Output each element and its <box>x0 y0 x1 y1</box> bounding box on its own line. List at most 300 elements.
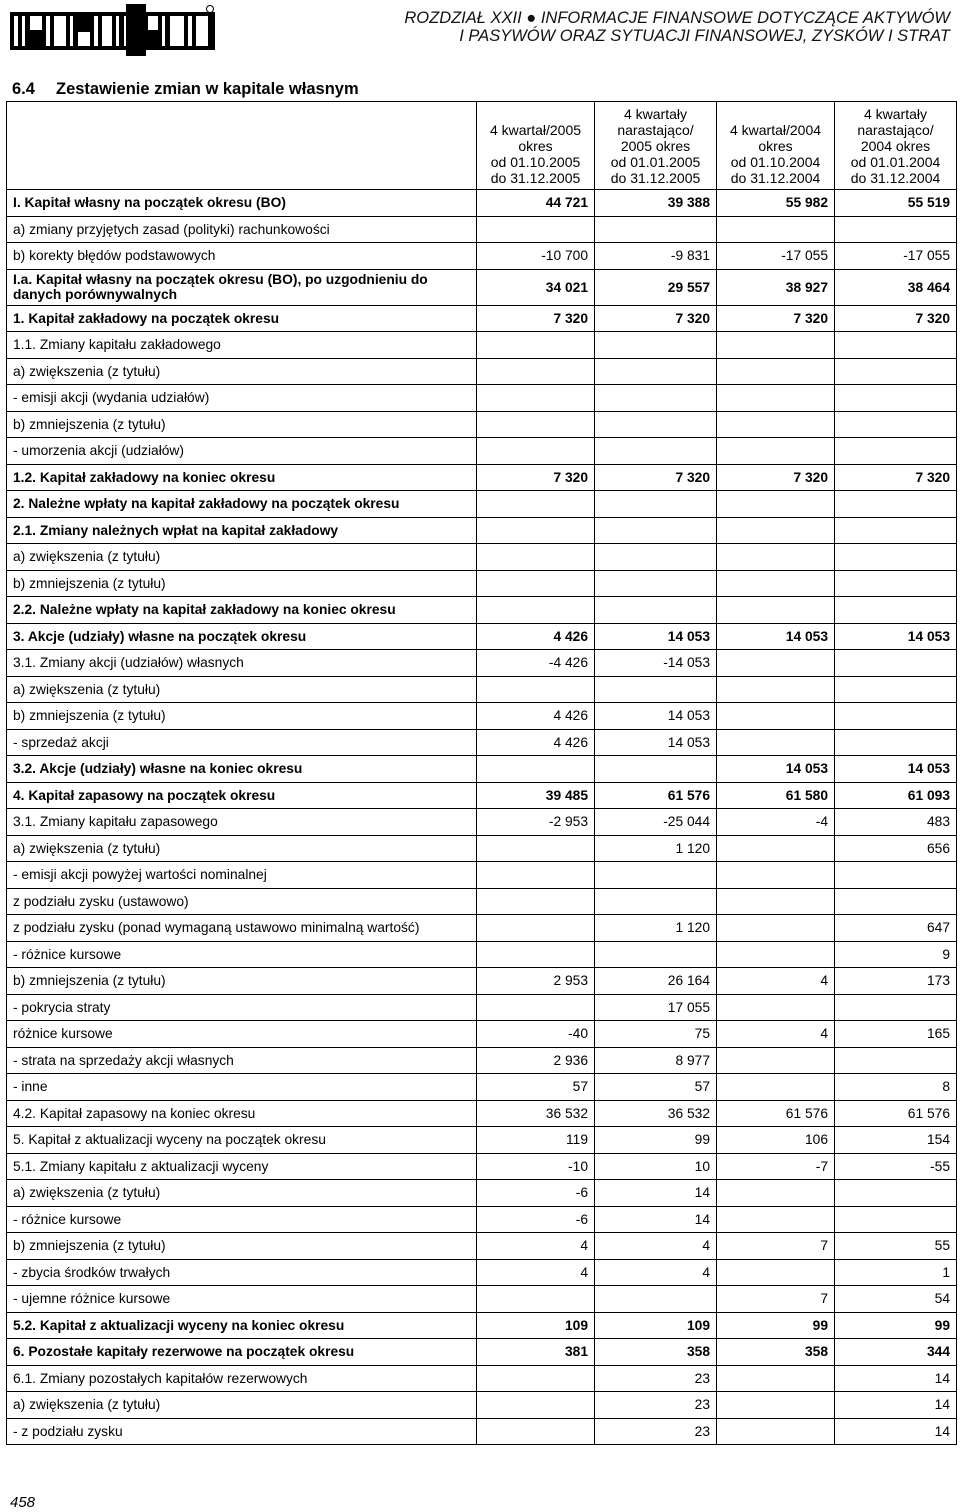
value-cell: 8 977 <box>595 1047 717 1074</box>
value-cell <box>477 570 595 597</box>
value-cell <box>477 756 595 783</box>
table-row <box>7 941 957 968</box>
value-cell: -2 953 <box>477 809 595 836</box>
value-cell: 109 <box>595 1312 717 1339</box>
value-cell: 358 <box>717 1339 835 1366</box>
value-cell <box>717 597 835 624</box>
value-cell: 26 164 <box>595 968 717 995</box>
table-row <box>7 332 957 359</box>
value-cell <box>835 491 957 518</box>
table-row <box>7 994 957 1021</box>
table-row <box>7 269 957 305</box>
value-cell: 14 <box>835 1418 957 1445</box>
row-label: 2. Należne wpłaty na kapitał zakładowy na początek okresu <box>7 491 477 518</box>
value-cell <box>595 358 717 385</box>
table-row <box>7 1392 957 1419</box>
column-header-line: od 01.01.2004 <box>850 154 941 170</box>
value-cell <box>835 1206 957 1233</box>
row-label: - emisji akcji powyżej wartości nominalnej <box>7 862 477 889</box>
value-cell: 61 576 <box>835 1100 957 1127</box>
row-label: b) zmniejszenia (z tytułu) <box>7 703 477 730</box>
value-cell: 7 320 <box>717 464 835 491</box>
value-cell <box>835 650 957 677</box>
value-cell: 23 <box>595 1418 717 1445</box>
value-cell: 7 320 <box>595 464 717 491</box>
value-cell: 75 <box>595 1021 717 1048</box>
value-cell: 99 <box>835 1312 957 1339</box>
value-cell: 34 021 <box>477 269 595 305</box>
value-cell: 344 <box>835 1339 957 1366</box>
column-header-line: do 31.12.2005 <box>610 170 701 186</box>
value-cell: -6 <box>477 1180 595 1207</box>
value-cell: 2 953 <box>477 968 595 995</box>
row-label: b) zmniejszenia (z tytułu) <box>7 968 477 995</box>
value-cell <box>835 597 957 624</box>
value-cell <box>717 332 835 359</box>
value-cell: 1 120 <box>595 915 717 942</box>
value-cell: 1 120 <box>595 835 717 862</box>
value-cell <box>477 544 595 571</box>
section-number: 6.4 <box>12 80 35 98</box>
row-label: - ujemne różnice kursowe <box>7 1286 477 1313</box>
value-cell: 14 <box>595 1180 717 1207</box>
table-row <box>7 1286 957 1313</box>
value-cell: 39 388 <box>595 190 717 217</box>
table-row <box>7 517 957 544</box>
table-row <box>7 597 957 624</box>
value-cell <box>717 941 835 968</box>
table-row <box>7 1312 957 1339</box>
value-cell: 61 580 <box>717 782 835 809</box>
value-cell: 14 053 <box>595 729 717 756</box>
value-cell <box>477 411 595 438</box>
value-cell <box>477 1365 595 1392</box>
header-label-cell <box>7 102 477 190</box>
column-header-line: 4 kwartały <box>863 106 928 122</box>
value-cell: 14 053 <box>595 623 717 650</box>
value-cell <box>595 756 717 783</box>
table-row <box>7 1153 957 1180</box>
value-cell: 4 <box>477 1259 595 1286</box>
value-cell <box>835 544 957 571</box>
row-label: - sprzedaż akcji <box>7 729 477 756</box>
value-cell: 358 <box>595 1339 717 1366</box>
row-label: b) korekty błędów podstawowych <box>7 243 477 270</box>
row-label: 2.1. Zmiany należnych wpłat na kapitał zakładowy <box>7 517 477 544</box>
value-cell <box>595 438 717 465</box>
value-cell: 7 <box>717 1286 835 1313</box>
row-label: 5.1. Zmiany kapitału z aktualizacji wyceny <box>7 1153 477 1180</box>
value-cell: 1 <box>835 1259 957 1286</box>
value-cell: -55 <box>835 1153 957 1180</box>
row-label: I.a. Kapitał własny na początek okresu (BO), po uzgodnieniu do danych porównywalnych <box>7 269 477 305</box>
value-cell <box>477 385 595 412</box>
value-cell: 14 <box>595 1206 717 1233</box>
row-label: - różnice kursowe <box>7 941 477 968</box>
row-label: różnice kursowe <box>7 1021 477 1048</box>
value-cell: -7 <box>717 1153 835 1180</box>
value-cell <box>717 411 835 438</box>
row-label: 3.1. Zmiany akcji (udziałów) własnych <box>7 650 477 677</box>
value-cell: 14 <box>835 1365 957 1392</box>
table-row <box>7 1047 957 1074</box>
value-cell: -14 053 <box>595 650 717 677</box>
value-cell: 656 <box>835 835 957 862</box>
value-cell <box>595 862 717 889</box>
value-cell <box>477 888 595 915</box>
table-row <box>7 216 957 243</box>
row-label: 3.2. Akcje (udziały) własne na koniec okresu <box>7 756 477 783</box>
value-cell: -9 831 <box>595 243 717 270</box>
value-cell: 29 557 <box>595 269 717 305</box>
row-label: 1. Kapitał zakładowy na początek okresu <box>7 305 477 332</box>
table-row <box>7 544 957 571</box>
value-cell: 7 <box>717 1233 835 1260</box>
company-logo <box>10 4 215 56</box>
value-cell <box>477 1392 595 1419</box>
value-cell <box>717 358 835 385</box>
value-cell <box>477 358 595 385</box>
value-cell <box>717 1180 835 1207</box>
value-cell: 9 <box>835 941 957 968</box>
row-label: z podziału zysku (ustawowo) <box>7 888 477 915</box>
value-cell <box>595 597 717 624</box>
value-cell <box>835 332 957 359</box>
row-label: a) zwiększenia (z tytułu) <box>7 1180 477 1207</box>
value-cell: -17 055 <box>835 243 957 270</box>
table-row <box>7 968 957 995</box>
row-label: 1.1. Zmiany kapitału zakładowego <box>7 332 477 359</box>
row-label: b) zmniejszenia (z tytułu) <box>7 1233 477 1260</box>
value-cell <box>477 597 595 624</box>
value-cell <box>835 994 957 1021</box>
column-header-line: 4 kwartał/2004 <box>729 122 822 138</box>
value-cell <box>595 1286 717 1313</box>
value-cell <box>477 332 595 359</box>
value-cell <box>477 941 595 968</box>
value-cell <box>477 491 595 518</box>
value-cell: 44 721 <box>477 190 595 217</box>
value-cell: 99 <box>595 1127 717 1154</box>
value-cell: 14 053 <box>717 623 835 650</box>
table-row <box>7 305 957 332</box>
row-label: a) zwiększenia (z tytułu) <box>7 835 477 862</box>
value-cell: 14 053 <box>835 756 957 783</box>
row-label: 5. Kapitał z aktualizacji wyceny na początek okresu <box>7 1127 477 1154</box>
value-cell <box>477 438 595 465</box>
column-header-line: do 31.12.2005 <box>490 170 581 186</box>
value-cell: -17 055 <box>717 243 835 270</box>
table-row <box>7 1021 957 1048</box>
table-row <box>7 623 957 650</box>
value-cell <box>595 676 717 703</box>
value-cell <box>717 915 835 942</box>
value-cell <box>717 1392 835 1419</box>
row-label: b) zmniejszenia (z tytułu) <box>7 570 477 597</box>
value-cell <box>477 1418 595 1445</box>
table-row <box>7 1180 957 1207</box>
value-cell: -4 <box>717 809 835 836</box>
value-cell <box>595 332 717 359</box>
value-cell <box>717 835 835 862</box>
column-header-line: od 01.10.2004 <box>730 154 821 170</box>
value-cell: 23 <box>595 1365 717 1392</box>
value-cell: -4 426 <box>477 650 595 677</box>
value-cell: 119 <box>477 1127 595 1154</box>
row-label: - inne <box>7 1074 477 1101</box>
value-cell: 57 <box>477 1074 595 1101</box>
column-header <box>835 102 957 190</box>
value-cell <box>717 1047 835 1074</box>
value-cell: -6 <box>477 1206 595 1233</box>
row-label: - pokrycia straty <box>7 994 477 1021</box>
table-row <box>7 888 957 915</box>
column-header-line: narastająco/ <box>617 122 694 138</box>
table-row <box>7 190 957 217</box>
equity-changes-table <box>6 101 957 1445</box>
column-header <box>717 102 835 190</box>
value-cell: 36 532 <box>477 1100 595 1127</box>
row-label: 6.1. Zmiany pozostałych kapitałów rezerwowych <box>7 1365 477 1392</box>
value-cell <box>717 1365 835 1392</box>
table-header-row <box>7 102 957 190</box>
value-cell <box>477 676 595 703</box>
value-cell <box>595 517 717 544</box>
table-body <box>7 190 957 1445</box>
value-cell: 55 982 <box>717 190 835 217</box>
value-cell: 7 320 <box>595 305 717 332</box>
value-cell <box>595 216 717 243</box>
value-cell <box>717 438 835 465</box>
row-label: 4. Kapitał zapasowy na początek okresu <box>7 782 477 809</box>
table-row <box>7 1100 957 1127</box>
value-cell: 39 485 <box>477 782 595 809</box>
table-row <box>7 1233 957 1260</box>
row-label: - strata na sprzedaży akcji własnych <box>7 1047 477 1074</box>
value-cell: -10 <box>477 1153 595 1180</box>
section-title: Zestawienie zmian w kapitale własnym <box>56 80 359 98</box>
value-cell <box>717 888 835 915</box>
value-cell: 647 <box>835 915 957 942</box>
value-cell: 55 519 <box>835 190 957 217</box>
value-cell: 4 <box>717 968 835 995</box>
value-cell <box>477 862 595 889</box>
column-header-line: 4 kwartały <box>623 106 688 122</box>
value-cell: 61 093 <box>835 782 957 809</box>
row-label: 6. Pozostałe kapitały rezerwowe na początek okresu <box>7 1339 477 1366</box>
value-cell <box>835 1180 957 1207</box>
value-cell: 4 <box>477 1233 595 1260</box>
value-cell <box>717 544 835 571</box>
row-label: b) zmniejszenia (z tytułu) <box>7 411 477 438</box>
value-cell <box>717 570 835 597</box>
value-cell <box>717 1074 835 1101</box>
row-label: 5.2. Kapitał z aktualizacji wyceny na koniec okresu <box>7 1312 477 1339</box>
value-cell: 4 426 <box>477 703 595 730</box>
value-cell: -25 044 <box>595 809 717 836</box>
value-cell <box>595 544 717 571</box>
value-cell: 8 <box>835 1074 957 1101</box>
value-cell <box>835 676 957 703</box>
value-cell <box>835 517 957 544</box>
value-cell: 7 320 <box>835 305 957 332</box>
value-cell <box>717 1418 835 1445</box>
column-header <box>595 102 717 190</box>
value-cell: 36 532 <box>595 1100 717 1127</box>
row-label: 1.2. Kapitał zakładowy na koniec okresu <box>7 464 477 491</box>
page-number: 458 <box>10 1494 36 1511</box>
row-label: - z podziału zysku <box>7 1418 477 1445</box>
value-cell <box>717 650 835 677</box>
row-label: - umorzenia akcji (udziałów) <box>7 438 477 465</box>
value-cell <box>595 385 717 412</box>
value-cell: 173 <box>835 968 957 995</box>
value-cell: 14 053 <box>595 703 717 730</box>
value-cell: 4 <box>595 1233 717 1260</box>
value-cell <box>477 517 595 544</box>
value-cell <box>835 729 957 756</box>
table-row <box>7 1365 957 1392</box>
value-cell: 4 <box>595 1259 717 1286</box>
value-cell: 55 <box>835 1233 957 1260</box>
value-cell <box>835 888 957 915</box>
table-row <box>7 676 957 703</box>
value-cell <box>835 385 957 412</box>
chapter-title-line-1: ROZDZIAŁ XXII ● INFORMACJE FINANSOWE DOTYCZĄCE AKTYWÓW <box>404 9 950 27</box>
value-cell: 7 320 <box>835 464 957 491</box>
value-cell <box>835 358 957 385</box>
value-cell: 99 <box>717 1312 835 1339</box>
column-header <box>477 102 595 190</box>
row-label: a) zwiększenia (z tytułu) <box>7 676 477 703</box>
table-row <box>7 703 957 730</box>
value-cell: 14 <box>835 1392 957 1419</box>
value-cell <box>835 438 957 465</box>
table-row <box>7 729 957 756</box>
table-row <box>7 1206 957 1233</box>
value-cell <box>717 1206 835 1233</box>
row-label: I. Kapitał własny na początek okresu (BO) <box>7 190 477 217</box>
value-cell <box>595 941 717 968</box>
row-label: 3.1. Zmiany kapitału zapasowego <box>7 809 477 836</box>
column-header-line: do 31.12.2004 <box>730 170 821 186</box>
value-cell <box>835 570 957 597</box>
value-cell <box>717 385 835 412</box>
chapter-title-line-2: I PASYWÓW ORAZ SYTUACJI FINANSOWEJ, ZYSKÓW I STRAT <box>459 27 950 45</box>
value-cell: 57 <box>595 1074 717 1101</box>
value-cell: 483 <box>835 809 957 836</box>
row-label: a) zmiany przyjętych zasad (polityki) rachunkowości <box>7 216 477 243</box>
row-label: 3. Akcje (udziały) własne na początek okresu <box>7 623 477 650</box>
value-cell: 14 053 <box>835 623 957 650</box>
table-row <box>7 411 957 438</box>
value-cell: -40 <box>477 1021 595 1048</box>
value-cell <box>717 216 835 243</box>
value-cell <box>717 517 835 544</box>
value-cell: 2 936 <box>477 1047 595 1074</box>
column-header-line: 2005 okres <box>620 138 691 154</box>
value-cell: 38 464 <box>835 269 957 305</box>
value-cell <box>717 491 835 518</box>
value-cell <box>717 703 835 730</box>
row-label: 4.2. Kapitał zapasowy na koniec okresu <box>7 1100 477 1127</box>
row-label: a) zwiększenia (z tytułu) <box>7 358 477 385</box>
value-cell <box>835 703 957 730</box>
value-cell <box>595 570 717 597</box>
row-label: - zbycia środków trwałych <box>7 1259 477 1286</box>
table-row <box>7 915 957 942</box>
value-cell <box>717 676 835 703</box>
value-cell: 154 <box>835 1127 957 1154</box>
value-cell <box>717 862 835 889</box>
value-cell <box>595 491 717 518</box>
column-header-line: od 01.01.2005 <box>610 154 701 170</box>
column-header-line: 2004 okres <box>860 138 931 154</box>
value-cell: 7 320 <box>717 305 835 332</box>
value-cell <box>477 216 595 243</box>
value-cell: 7 320 <box>477 464 595 491</box>
row-label: z podziału zysku (ponad wymaganą ustawowo minimalną wartość) <box>7 915 477 942</box>
value-cell <box>477 1286 595 1313</box>
value-cell: 4 426 <box>477 623 595 650</box>
table-row <box>7 491 957 518</box>
table-row <box>7 1339 957 1366</box>
table-row <box>7 1127 957 1154</box>
value-cell: 4 426 <box>477 729 595 756</box>
value-cell <box>835 1047 957 1074</box>
value-cell: 381 <box>477 1339 595 1366</box>
value-cell: 61 576 <box>717 1100 835 1127</box>
value-cell <box>477 994 595 1021</box>
table-row <box>7 862 957 889</box>
table-row <box>7 650 957 677</box>
column-header-line: 4 kwartał/2005 <box>489 122 582 138</box>
chapter-header <box>404 9 950 45</box>
row-label: - emisji akcji (wydania udziałów) <box>7 385 477 412</box>
row-label: a) zwiększenia (z tytułu) <box>7 544 477 571</box>
table-row <box>7 1418 957 1445</box>
column-header-line: okres <box>518 138 553 154</box>
table-row <box>7 1259 957 1286</box>
table-row <box>7 756 957 783</box>
column-header-line: narastająco/ <box>857 122 934 138</box>
value-cell: 165 <box>835 1021 957 1048</box>
table-row <box>7 464 957 491</box>
column-header-line: okres <box>758 138 793 154</box>
value-cell <box>835 862 957 889</box>
value-cell: 10 <box>595 1153 717 1180</box>
value-cell: 106 <box>717 1127 835 1154</box>
value-cell <box>477 915 595 942</box>
value-cell: 54 <box>835 1286 957 1313</box>
value-cell: 4 <box>717 1021 835 1048</box>
value-cell: 109 <box>477 1312 595 1339</box>
value-cell <box>835 216 957 243</box>
table-row <box>7 1074 957 1101</box>
table-row <box>7 782 957 809</box>
row-label: - różnice kursowe <box>7 1206 477 1233</box>
table-row <box>7 835 957 862</box>
value-cell <box>717 994 835 1021</box>
table-row <box>7 243 957 270</box>
row-label: 2.2. Należne wpłaty na kapitał zakładowy na koniec okresu <box>7 597 477 624</box>
value-cell <box>835 411 957 438</box>
table-row <box>7 570 957 597</box>
value-cell: 14 053 <box>717 756 835 783</box>
value-cell: 61 576 <box>595 782 717 809</box>
value-cell: 23 <box>595 1392 717 1419</box>
section-heading <box>12 80 359 99</box>
